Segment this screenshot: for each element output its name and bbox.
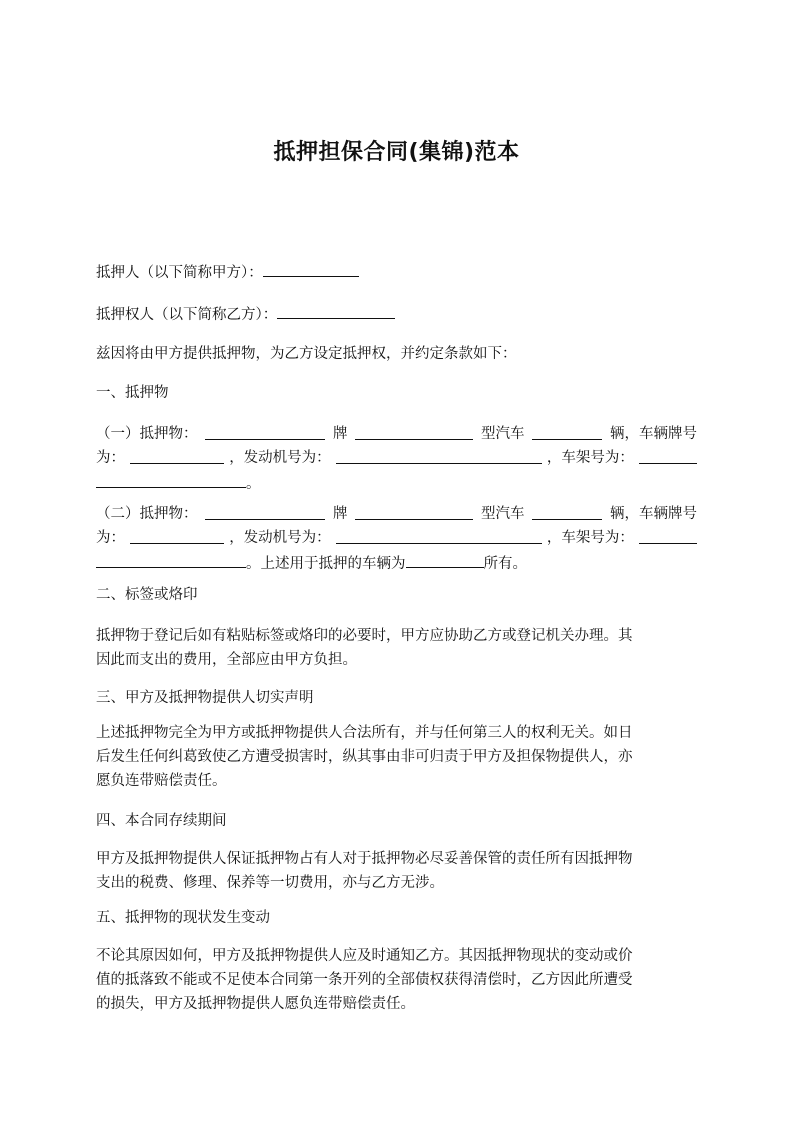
- section-2-heading: 二、标签或烙印: [96, 587, 198, 603]
- item-1-paragraph: [96, 422, 697, 496]
- item-2-line-1: [96, 502, 697, 526]
- item-2-model-suffix: 型汽车: [481, 506, 525, 522]
- item-1-frame-label: ，车架号为：: [546, 450, 634, 466]
- intro-paragraph: 兹因将由甲方提供抵押物，为乙方设定抵押权，并约定条款如下：: [96, 346, 517, 362]
- item-2-owner-label: 。上述用于抵押的车辆为: [246, 556, 406, 572]
- mortgagor-blank[interactable]: [263, 259, 359, 277]
- item-1-plate-label: 辆，车辆牌号: [610, 426, 697, 442]
- item-1-line-2: [96, 446, 697, 470]
- item-2-brand-blank[interactable]: [205, 502, 325, 520]
- paragraph-line: 上述抵押物完全为甲方或抵押物提供人合法所有，并与任何第三人的权利无关。如日: [96, 725, 633, 741]
- item-1-label: （一）抵押物：: [96, 426, 198, 442]
- section-5-paragraph: [96, 944, 697, 1016]
- section-2-paragraph: [96, 624, 697, 672]
- item-1-count-blank[interactable]: [532, 422, 602, 440]
- mortgagee-line: [96, 301, 697, 327]
- item-2-frame-blank-b[interactable]: [96, 550, 246, 568]
- mortgagee-blank[interactable]: [277, 301, 395, 319]
- item-2-paragraph: [96, 502, 697, 576]
- section-4-paragraph: [96, 847, 697, 895]
- mortgagee-label: 抵押权人（以下简称乙方）：: [96, 307, 278, 323]
- paragraph-line: 抵押物于登记后如有粘贴标签或烙印的必要时，甲方应协助乙方或登记机关办理。其: [96, 628, 633, 644]
- item-2-engine-label: ，发动机号为：: [229, 530, 331, 546]
- mortgagor-line: [96, 259, 697, 285]
- paragraph-line: 的损失，甲方及抵押物提供人愿负连带赔偿责任。: [96, 996, 415, 1012]
- paragraph-line: 甲方及抵押物提供人保证抵押物占有人对于抵押物必尽妥善保管的责任所有因抵押物: [96, 851, 633, 867]
- item-2-plate-blank[interactable]: [130, 526, 224, 544]
- item-2-line-2: [96, 526, 697, 550]
- item-1-model-blank[interactable]: [355, 422, 473, 440]
- item-2-count-blank[interactable]: [532, 502, 602, 520]
- item-1-end: 。: [246, 476, 261, 492]
- item-2-engine-blank[interactable]: [336, 526, 542, 544]
- paragraph-line: 愿负连带赔偿责任。: [96, 773, 227, 789]
- item-1-line-3: [96, 470, 697, 496]
- item-2-plate-label: 辆，车辆牌号: [610, 506, 697, 522]
- paragraph-line: 不论其原因如何，甲方及抵押物提供人应及时通知乙方。其因抵押物现状的变动或价: [96, 948, 633, 964]
- item-1-plate-prefix: 为：: [96, 450, 125, 466]
- document-title: 抵押担保合同(集锦)范本: [273, 140, 520, 165]
- item-1-plate-blank[interactable]: [130, 446, 224, 464]
- item-1-brand-suffix: 牌: [333, 426, 348, 442]
- item-1-frame-blank-b[interactable]: [96, 470, 246, 488]
- item-2-owner-suffix: 所有。: [483, 556, 527, 572]
- item-2-label: （二）抵押物：: [96, 506, 198, 522]
- section-1-heading: 一、抵押物: [96, 385, 169, 401]
- section-4-heading: 四、本合同存续期间: [96, 813, 227, 829]
- mortgagor-label: 抵押人（以下简称甲方）：: [96, 265, 263, 281]
- section-3-heading: 三、甲方及抵押物提供人切实声明: [96, 690, 314, 706]
- item-2-model-blank[interactable]: [355, 502, 473, 520]
- item-2-line-3: [96, 550, 697, 576]
- item-2-brand-suffix: 牌: [333, 506, 348, 522]
- item-2-plate-prefix: 为：: [96, 530, 125, 546]
- item-1-engine-label: ，发动机号为：: [229, 450, 331, 466]
- paragraph-line: 值的抵落致不能或不足使本合同第一条开列的全部债权获得清偿时，乙方因此所遭受: [96, 972, 633, 988]
- section-3-paragraph: [96, 721, 697, 793]
- paragraph-line: 后发生任何纠葛致使乙方遭受损害时，纵其事由非可归责于甲方及担保物提供人，亦: [96, 749, 633, 765]
- section-5-heading: 五、抵押物的现状发生变动: [96, 910, 270, 926]
- item-1-line-1: [96, 422, 697, 446]
- item-1-model-suffix: 型汽车: [481, 426, 525, 442]
- item-2-frame-label: ，车架号为：: [546, 530, 634, 546]
- paragraph-line: 因此而支出的费用，全部应由甲方负担。: [96, 652, 357, 668]
- item-1-brand-blank[interactable]: [205, 422, 325, 440]
- paragraph-line: 支出的税费、修理、保养等一切费用，亦与乙方无涉。: [96, 875, 444, 891]
- item-2-frame-blank-a[interactable]: [639, 526, 697, 544]
- item-2-owner-blank[interactable]: [406, 550, 484, 568]
- item-1-frame-blank-a[interactable]: [639, 446, 697, 464]
- item-1-engine-blank[interactable]: [336, 446, 542, 464]
